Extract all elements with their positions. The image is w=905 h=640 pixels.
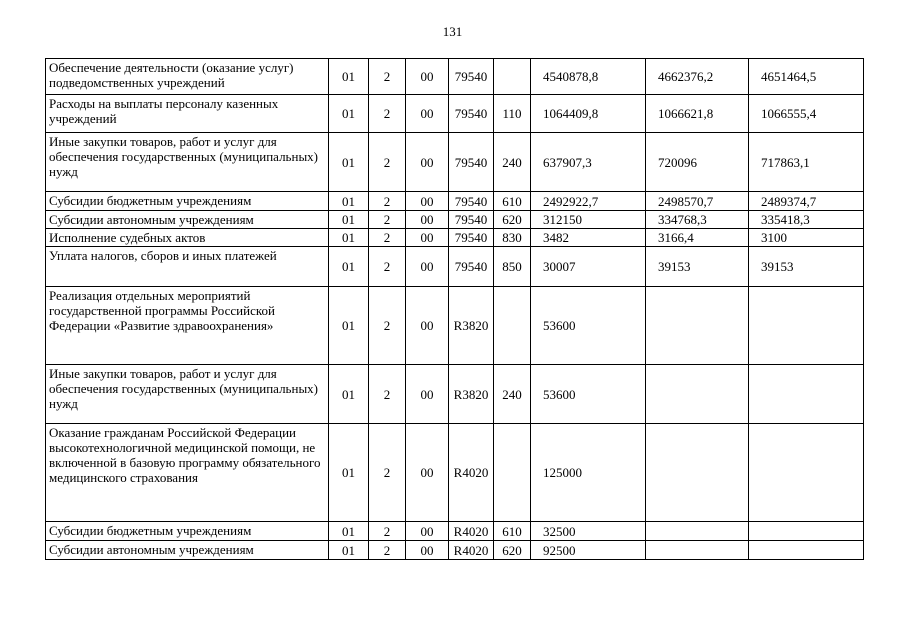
code-cell: R4020 [449,424,494,522]
code-cell: 01 [329,192,369,211]
page-number: 131 [442,24,463,39]
code-cell: 01 [329,541,369,560]
code-cell: 00 [406,424,449,522]
table-row [46,211,864,229]
code-cell: 01 [329,229,369,247]
code-cell: 01 [329,365,369,424]
amount-cell: 30007 [531,247,646,287]
code-cell: 01 [329,211,369,229]
amount-cell: 334768,3 [646,211,749,229]
amount-cell: 717863,1 [749,133,864,192]
amount-cell [646,541,749,560]
expense-name: Субсидии бюджетным учреждениям [46,522,329,541]
code-cell: 00 [406,133,449,192]
code-cell: 00 [406,192,449,211]
amount-cell: 4662376,2 [646,59,749,95]
code-cell: 00 [406,365,449,424]
code-cell: 01 [329,133,369,192]
code-cell: 79540 [449,192,494,211]
table-row [46,133,864,192]
code-cell: 01 [329,522,369,541]
code-cell: 2 [369,229,406,247]
table-row [46,247,864,287]
code-cell: 79540 [449,247,494,287]
code-cell: 00 [406,229,449,247]
code-cell: 2 [369,133,406,192]
code-cell: 2 [369,541,406,560]
code-cell: 2 [369,211,406,229]
amount-cell: 2492922,7 [531,192,646,211]
amount-cell: 125000 [531,424,646,522]
code-cell: R3820 [449,287,494,365]
amount-cell: 3482 [531,229,646,247]
amount-cell [749,541,864,560]
amount-cell: 312150 [531,211,646,229]
code-cell: 00 [406,541,449,560]
amount-cell: 53600 [531,365,646,424]
code-cell: 830 [494,229,531,247]
expense-name: Иные закупки товаров, работ и услуг для обеспечения государственных (муниципальных) нужд [46,365,329,424]
table-row [46,95,864,133]
amount-cell [749,424,864,522]
code-cell: R3820 [449,365,494,424]
amount-cell: 1066555,4 [749,95,864,133]
amount-cell: 39153 [646,247,749,287]
expense-name: Исполнение судебных актов [46,229,329,247]
table-row [46,229,864,247]
code-cell: R4020 [449,541,494,560]
expense-name: Уплата налогов, сборов и иных платежей [46,247,329,287]
code-cell: 79540 [449,59,494,95]
expense-name: Субсидии автономным учреждениям [46,211,329,229]
code-cell: 79540 [449,211,494,229]
amount-cell: 637907,3 [531,133,646,192]
table-row [46,365,864,424]
code-cell: 240 [494,133,531,192]
expense-name: Субсидии бюджетным учреждениям [46,192,329,211]
amount-cell: 1066621,8 [646,95,749,133]
amount-cell: 335418,3 [749,211,864,229]
code-cell: 01 [329,287,369,365]
amount-cell [646,365,749,424]
code-cell [494,287,531,365]
amount-cell [749,522,864,541]
code-cell: 01 [329,424,369,522]
amount-cell: 53600 [531,287,646,365]
code-cell: 01 [329,247,369,287]
amount-cell: 3166,4 [646,229,749,247]
amount-cell [749,365,864,424]
code-cell: 610 [494,522,531,541]
code-cell: 00 [406,522,449,541]
amount-cell: 32500 [531,522,646,541]
code-cell: 00 [406,247,449,287]
code-cell: 00 [406,287,449,365]
code-cell: 620 [494,211,531,229]
table-row [46,424,864,522]
table-row [46,522,864,541]
expense-name: Обеспечение деятельности (оказание услуг) подведомственных учреждений [46,59,329,95]
amount-cell [646,424,749,522]
amount-cell: 4651464,5 [749,59,864,95]
code-cell: 01 [329,95,369,133]
code-cell: 00 [406,95,449,133]
expense-name: Субсидии автономным учреждениям [46,541,329,560]
code-cell: 620 [494,541,531,560]
code-cell: 2 [369,192,406,211]
code-cell: 2 [369,424,406,522]
expense-name: Реализация отдельных мероприятий государственной программы Российской Федерации «Развитие здравоохранения» [46,287,329,365]
code-cell: 240 [494,365,531,424]
code-cell: 2 [369,287,406,365]
code-cell: 2 [369,365,406,424]
code-cell: 2 [369,95,406,133]
expense-name: Иные закупки товаров, работ и услуг для обеспечения государственных (муниципальных) нужд [46,133,329,192]
table-row [46,541,864,560]
amount-cell: 1064409,8 [531,95,646,133]
code-cell: 2 [369,247,406,287]
amount-cell: 39153 [749,247,864,287]
amount-cell: 2498570,7 [646,192,749,211]
code-cell: 2 [369,522,406,541]
code-cell: 01 [329,59,369,95]
code-cell: 79540 [449,133,494,192]
amount-cell: 92500 [531,541,646,560]
table-row [46,59,864,95]
code-cell [494,59,531,95]
budget-table [45,58,864,560]
code-cell [494,424,531,522]
code-cell: 850 [494,247,531,287]
amount-cell: 3100 [749,229,864,247]
table-row [46,192,864,211]
amount-cell: 4540878,8 [531,59,646,95]
amount-cell: 2489374,7 [749,192,864,211]
amount-cell [646,287,749,365]
amount-cell: 720096 [646,133,749,192]
code-cell: 610 [494,192,531,211]
expense-name: Расходы на выплаты персоналу казенных учреждений [46,95,329,133]
amount-cell [749,287,864,365]
code-cell: 110 [494,95,531,133]
code-cell: 79540 [449,229,494,247]
code-cell: R4020 [449,522,494,541]
expense-name: Оказание гражданам Российской Федерации высокотехнологичной медицинской помощи, не включенной в базовую программу обязательного медицинского страхования [46,424,329,522]
code-cell: 2 [369,59,406,95]
code-cell: 00 [406,211,449,229]
code-cell: 00 [406,59,449,95]
amount-cell [646,522,749,541]
code-cell: 79540 [449,95,494,133]
table-row [46,287,864,365]
